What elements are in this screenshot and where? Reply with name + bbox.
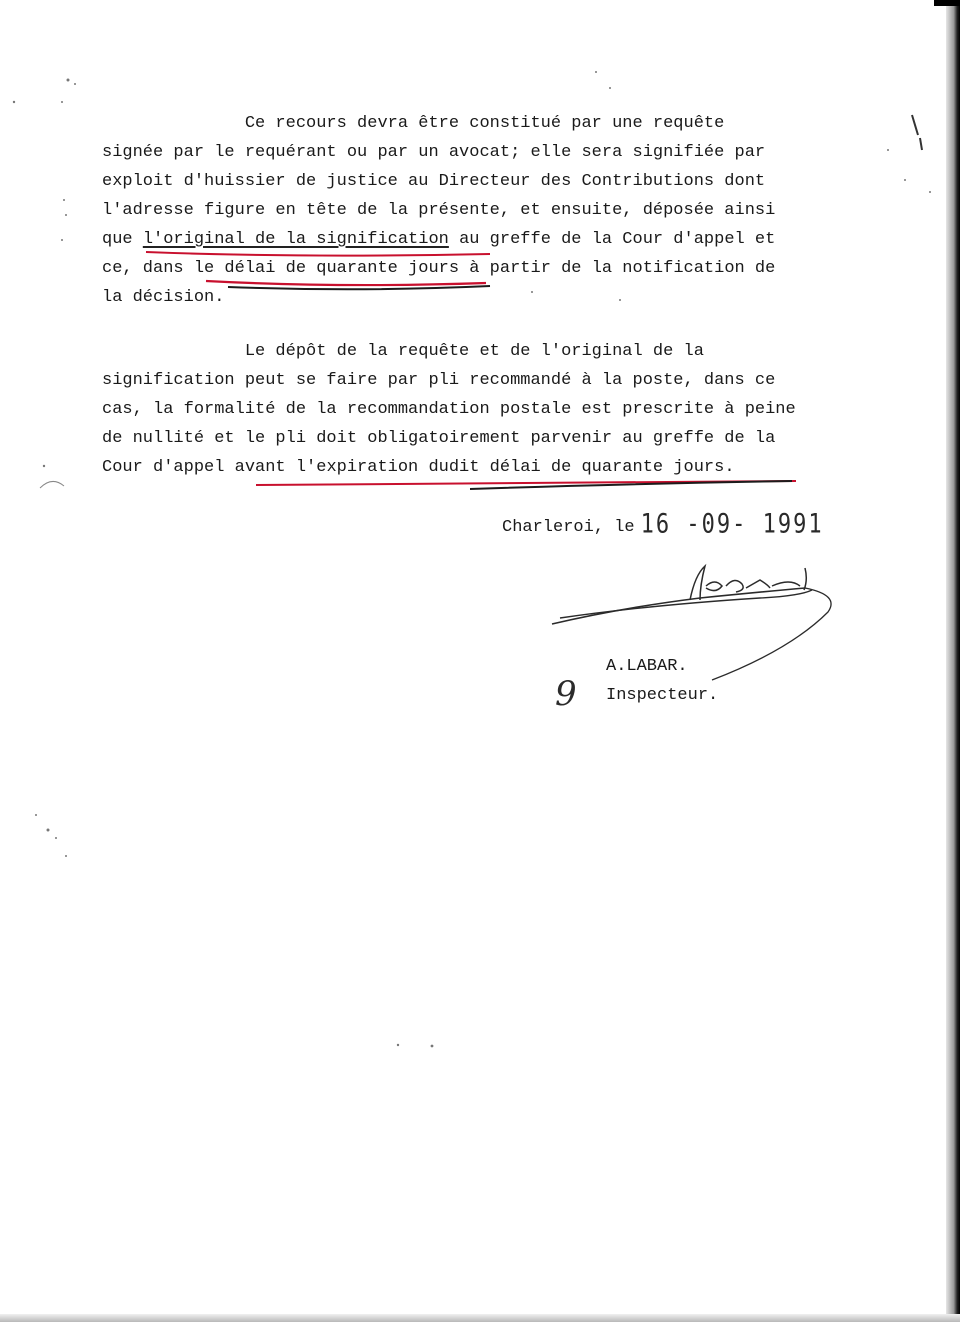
right-margin-tick	[912, 115, 922, 150]
text-line	[102, 458, 735, 478]
place-date-line	[502, 509, 824, 540]
text-line	[102, 259, 775, 279]
scanned-page-edge	[946, 0, 960, 1322]
place-prefix: Charleroi, le	[502, 518, 635, 537]
text-segment: à partir de la notification de	[459, 259, 776, 278]
black-underline-delai	[228, 286, 490, 289]
text-line: cas, la formalité de la recommandation postale est prescrite à peine	[102, 400, 796, 419]
signature-underline	[560, 590, 812, 618]
text-line: signée par le requérant ou par un avocat; elle sera signifiée par	[102, 143, 766, 162]
text-line: Ce recours devra être constitué par une requête	[102, 114, 725, 133]
date-stamp: 16 -09- 1991	[640, 509, 824, 540]
handwritten-margin-mark: 9	[555, 674, 577, 714]
signature-tail	[712, 588, 831, 680]
red-underline-original	[146, 252, 490, 256]
text-line: signification peut se faire par pli recommandé à la poste, dans ce	[102, 371, 776, 390]
underlined-original-signification: l'original de la signification	[142, 230, 449, 249]
text-segment: Cour d'appel	[102, 458, 235, 477]
signature-stroke	[552, 588, 805, 624]
text-line: Le dépôt de la requête et de l'original de la	[102, 342, 704, 361]
text-segment: .	[724, 458, 735, 477]
text-segment: ce, dans	[102, 259, 194, 278]
red-underline-delai	[206, 281, 486, 285]
underlined-delai-quarante-jours: le délai de quarante jours	[193, 259, 460, 278]
margin-arc-mark	[40, 481, 64, 488]
text-segment: que	[102, 230, 143, 249]
text-line: exploit d'huissier de justice au Directeur des Contributions dont	[102, 172, 766, 191]
text-line: de nullité et le pli doit obligatoirement parvenir au greffe de la	[102, 429, 776, 448]
signature-loops	[690, 566, 806, 600]
signatory-title: Inspecteur.	[606, 686, 719, 705]
red-underline-avant	[256, 481, 796, 485]
text-line: la décision.	[102, 288, 225, 307]
signatory-name: A.LABAR.	[606, 657, 688, 676]
scanned-page-bottom-edge	[0, 1314, 960, 1322]
text-line: l'adresse figure en tête de la présente, et ensuite, déposée ainsi	[102, 201, 776, 220]
black-underline-avant	[470, 481, 792, 489]
text-line	[102, 230, 775, 250]
text-segment: au greffe de la Cour d'appel et	[448, 230, 776, 249]
underlined-avant-expiration: avant l'expiration dudit délai de quarante jours	[234, 458, 725, 477]
scan-corner-mark	[934, 0, 960, 6]
